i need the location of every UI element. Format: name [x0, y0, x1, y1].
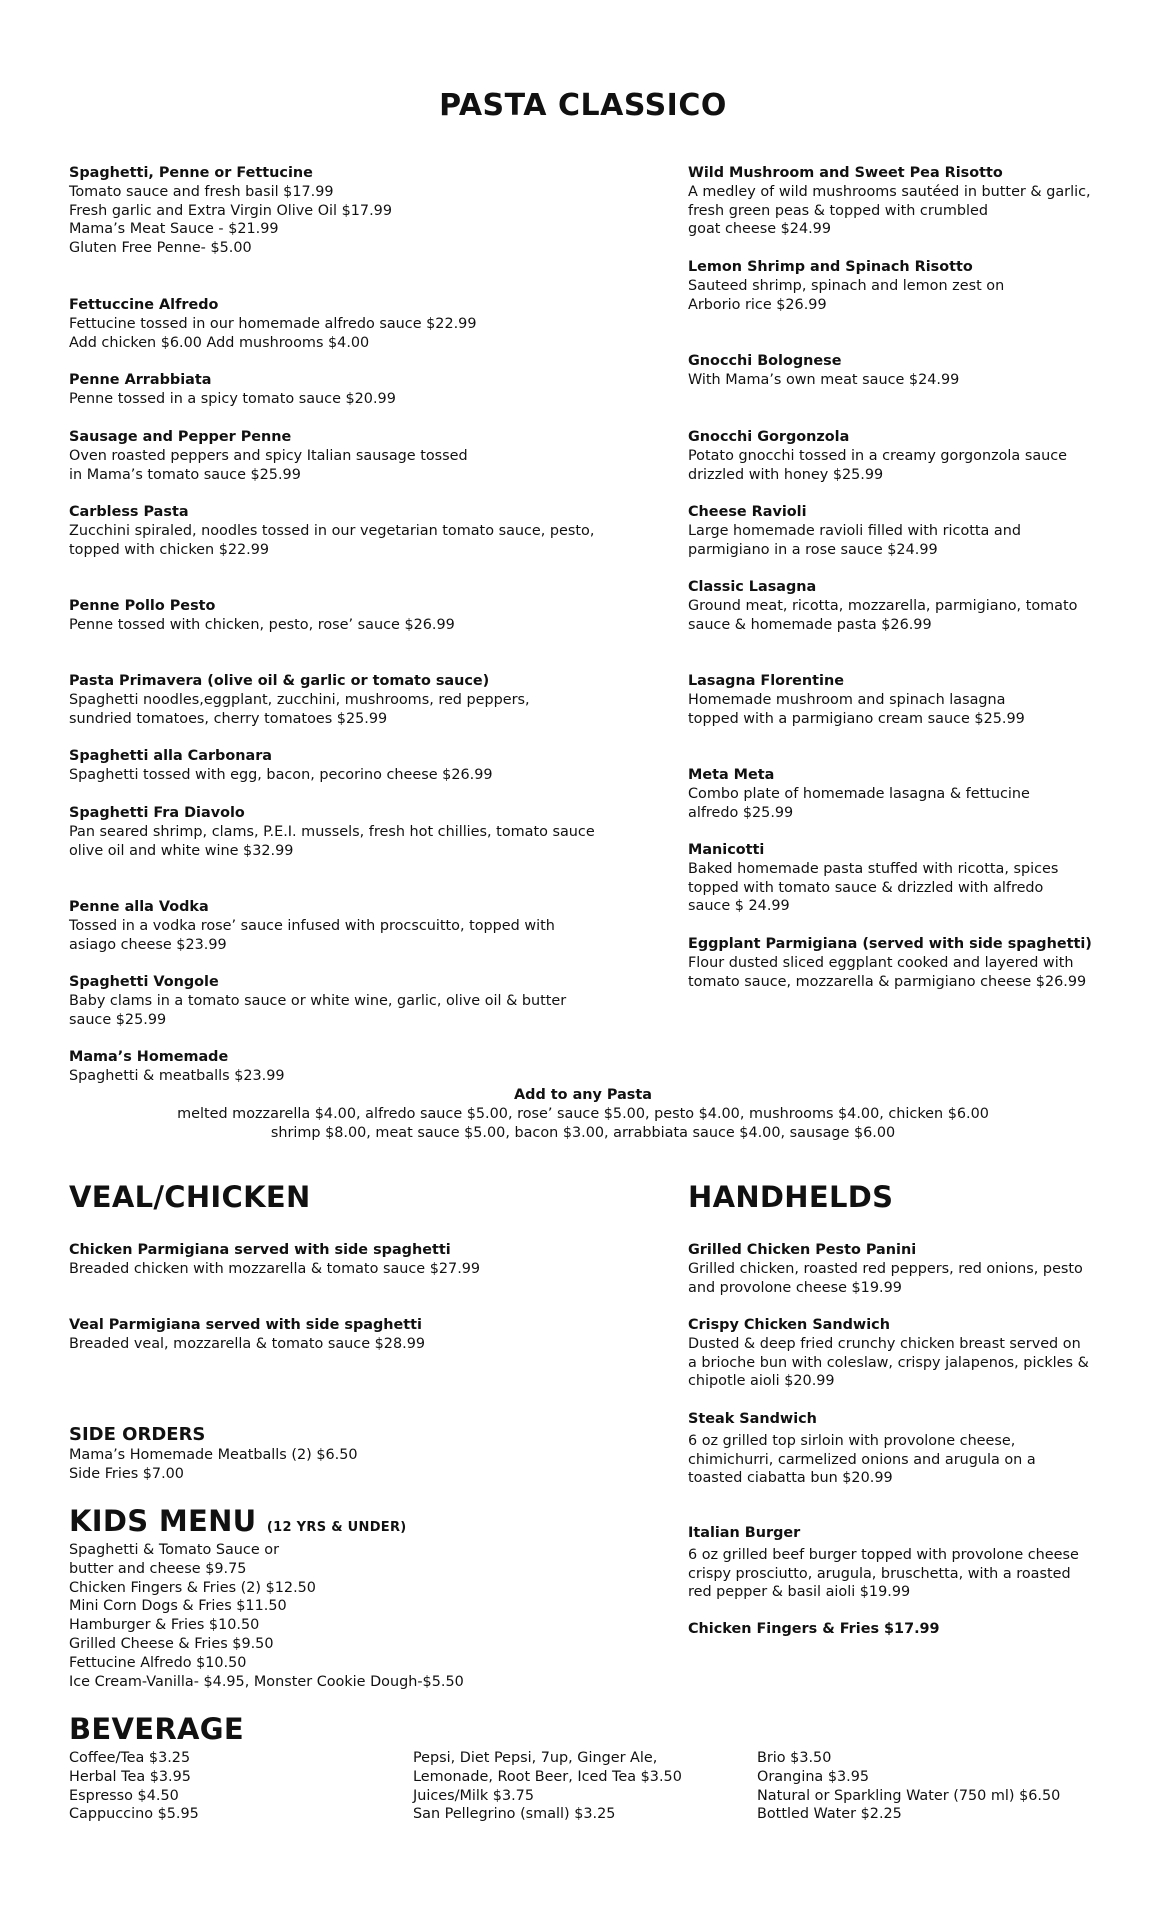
side-orders-heading: SIDE ORDERS [69, 1424, 206, 1445]
beverage-line: Coffee/Tea $3.25 [69, 1750, 191, 1766]
item-name: Mama’s Homemade [69, 1049, 229, 1065]
item-desc: Zucchini spiraled, noodles tossed in our vegetarian tomato sauce, pesto, [69, 522, 595, 539]
veal-chicken-heading: VEAL/CHICKEN [69, 1180, 311, 1214]
item-name: Classic Lasagna [688, 579, 817, 595]
item-desc: Sauteed shrimp, spinach and lemon zest on [688, 277, 1005, 294]
item-name: Wild Mushroom and Sweet Pea Risotto [688, 165, 1003, 181]
beverage-line: Espresso $4.50 [69, 1787, 179, 1804]
menu-item [69, 503, 629, 559]
item-desc: Gluten Free Penne- $5.00 [69, 240, 252, 257]
item-desc: Baked homemade pasta stuffed with ricotta, spices [688, 860, 1059, 877]
item-desc: Pan seared shrimp, clams, P.E.I. mussels, fresh hot chillies, tomato sauce [69, 823, 595, 840]
item-desc: topped with tomato sauce & drizzled with alfredo [688, 879, 1044, 896]
beverage-line: Bottled Water $2.25 [757, 1806, 902, 1823]
item-name: Spaghetti Fra Diavolo [69, 805, 245, 821]
kids-menu-title: KIDS MENU [69, 1504, 257, 1538]
menu-item [69, 1048, 629, 1086]
item-desc: A medley of wild mushrooms sautéed in butter & garlic, [688, 183, 1091, 200]
beverage-line: San Pellegrino (small) $3.25 [413, 1806, 616, 1823]
kids-menu-line: butter and cheese $9.75 [69, 1560, 247, 1577]
side-orders-section [69, 1446, 629, 1484]
menu-item [69, 1316, 629, 1354]
menu-item [688, 578, 1148, 634]
item-desc: Large homemade ravioli filled with ricotta and [688, 522, 1021, 539]
item-desc: Arborio rice $26.99 [688, 296, 827, 313]
add-to-pasta-line: shrimp $8.00, meat sauce $5.00, bacon $3.00, arrabbiata sauce $4.00, sausage $6.00 [270, 1124, 896, 1141]
item-desc: fresh green peas & topped with crumbled [688, 202, 988, 219]
item-desc: Oven roasted peppers and spicy Italian sausage tossed [69, 447, 468, 464]
menu-item [688, 428, 1148, 484]
menu-item [688, 164, 1148, 239]
menu-item [688, 258, 1148, 314]
item-desc: sauce $25.99 [69, 1011, 167, 1028]
beverage-line: Herbal Tea $3.95 [69, 1768, 191, 1785]
kids-menu-section [69, 1541, 629, 1691]
item-name: Spaghetti alla Carbonara [69, 748, 273, 764]
item-name: Chicken Parmigiana served with side spaghetti [69, 1242, 451, 1258]
item-desc: alfredo $25.99 [688, 804, 794, 821]
item-desc: Mama’s Meat Sauce - $21.99 [69, 221, 279, 238]
handhelds-heading: HANDHELDS [688, 1180, 894, 1214]
menu-item [69, 371, 629, 409]
add-to-pasta [0, 1086, 1166, 1142]
menu-item [688, 352, 1148, 390]
item-name: Penne Pollo Pesto [69, 598, 216, 614]
item-desc: Baby clams in a tomato sauce or white wine, garlic, olive oil & butter [69, 992, 567, 1009]
beverage-line: Cappuccino $5.95 [69, 1806, 199, 1823]
item-desc: a brioche bun with coleslaw, crispy jalapenos, pickles & [688, 1354, 1089, 1371]
item-name: Cheese Ravioli [688, 504, 807, 520]
menu-item [688, 1620, 1148, 1639]
item-desc: toasted ciabatta bun $20.99 [688, 1470, 893, 1487]
item-desc: Breaded veal, mozzarella & tomato sauce $28.99 [69, 1335, 425, 1352]
item-desc: Penne tossed with chicken, pesto, rose’ sauce $26.99 [69, 616, 455, 633]
item-desc: Potato gnocchi tossed in a creamy gorgonzola sauce [688, 447, 1068, 464]
item-name: Chicken Fingers & Fries $17.99 [688, 1621, 940, 1637]
kids-menu-line: Hamburger & Fries $10.50 [69, 1617, 260, 1634]
item-desc: Tossed in a vodka rose’ sauce infused with procscuitto, topped with [69, 917, 555, 934]
item-desc: Flour dusted sliced eggplant cooked and layered with [688, 954, 1074, 971]
item-desc: chimichurri, carmelized onions and arugula on a [688, 1451, 1036, 1468]
item-name: Penne Arrabbiata [69, 372, 212, 388]
item-desc: chipotle aioli $20.99 [688, 1373, 835, 1390]
item-name: Crispy Chicken Sandwich [688, 1317, 890, 1333]
item-desc: sauce & homemade pasta $26.99 [688, 616, 932, 633]
item-desc: 6 oz grilled beef burger topped with provolone cheese [688, 1546, 1079, 1563]
item-desc: Fresh garlic and Extra Virgin Olive Oil $17.99 [69, 202, 392, 219]
page-title: PASTA CLASSICO [439, 88, 727, 123]
item-desc: With Mama’s own meat sauce $24.99 [688, 371, 960, 388]
item-desc: asiago cheese $23.99 [69, 936, 227, 953]
item-desc: goat cheese $24.99 [688, 221, 831, 238]
menu-item [69, 164, 629, 258]
item-name: Eggplant Parmigiana (served with side spaghetti) [688, 936, 1092, 952]
menu-item [69, 804, 629, 860]
item-desc: Spaghetti & meatballs $23.99 [69, 1067, 285, 1084]
menu-item [688, 503, 1148, 559]
kids-menu-line: Spaghetti & Tomato Sauce or [69, 1542, 279, 1558]
item-name: Spaghetti, Penne or Fettucine [69, 165, 313, 181]
item-desc: Breaded chicken with mozzarella & tomato sauce $27.99 [69, 1260, 481, 1277]
menu-item [69, 296, 629, 352]
item-name: Spaghetti Vongole [69, 974, 219, 990]
beverage-line: Brio $3.50 [757, 1750, 832, 1766]
item-desc: red pepper & basil aioli $19.99 [688, 1584, 911, 1601]
menu-item [688, 841, 1148, 916]
item-desc: olive oil and white wine $32.99 [69, 842, 294, 859]
side-order-line: Mama’s Homemade Meatballs (2) $6.50 [69, 1447, 358, 1463]
beverage-line: Pepsi, Diet Pepsi, 7up, Ginger Ale, [413, 1750, 658, 1766]
item-desc: topped with a parmigiano cream sauce $25.99 [688, 710, 1025, 727]
beverage-heading: BEVERAGE [69, 1712, 244, 1746]
beverage-col-1 [69, 1749, 199, 1824]
item-desc: Grilled chicken, roasted red peppers, red onions, pesto [688, 1260, 1083, 1277]
menu-item [69, 973, 629, 1029]
item-name: Lasagna Florentine [688, 673, 844, 689]
menu-item [688, 672, 1148, 728]
menu-item [688, 1410, 1148, 1488]
kids-menu-line: Mini Corn Dogs & Fries $11.50 [69, 1598, 287, 1615]
side-order-line: Side Fries $7.00 [69, 1465, 184, 1482]
menu-item [69, 428, 629, 484]
item-name: Lemon Shrimp and Spinach Risotto [688, 259, 973, 275]
beverage-line: Juices/Milk $3.75 [413, 1787, 534, 1804]
beverage-line: Orangina $3.95 [757, 1768, 870, 1785]
item-desc: Tomato sauce and fresh basil $17.99 [69, 183, 334, 200]
item-name: Pasta Primavera (olive oil & garlic or tomato sauce) [69, 673, 490, 689]
item-desc: Penne tossed in a spicy tomato sauce $20.99 [69, 390, 396, 407]
item-desc: crispy prosciutto, arugula, bruschetta, with a roasted [688, 1565, 1071, 1582]
menu-item [688, 935, 1148, 991]
add-to-pasta-heading: Add to any Pasta [514, 1087, 652, 1103]
item-desc: 6 oz grilled top sirloin with provolone cheese, [688, 1432, 1016, 1449]
beverage-line: Natural or Sparkling Water (750 ml) $6.50 [757, 1787, 1061, 1804]
item-desc: parmigiano in a rose sauce $24.99 [688, 541, 938, 558]
item-name: Carbless Pasta [69, 504, 189, 520]
menu-item [688, 1316, 1148, 1391]
item-desc: drizzled with honey $25.99 [688, 466, 884, 483]
item-desc: sundried tomatoes, cherry tomatoes $25.99 [69, 710, 388, 727]
menu-item [69, 747, 629, 785]
menu-item [688, 766, 1148, 822]
item-name: Steak Sandwich [688, 1411, 817, 1427]
item-name: Manicotti [688, 842, 765, 858]
kids-menu-line: Ice Cream-Vanilla- $4.95, Monster Cookie Dough-$5.50 [69, 1673, 464, 1690]
item-name: Fettuccine Alfredo [69, 297, 219, 313]
kids-menu-subtitle: (12 YRS & UNDER) [266, 1520, 407, 1535]
add-to-pasta-line: melted mozzarella $4.00, alfredo sauce $5.00, rose’ sauce $5.00, pesto $4.00, mushrooms $4.00, chicken $6.00 [177, 1105, 989, 1122]
item-desc: tomato sauce, mozzarella & parmigiano cheese $26.99 [688, 973, 1087, 990]
menu-item [69, 898, 629, 954]
item-name: Gnocchi Gorgonzola [688, 429, 850, 445]
item-name: Italian Burger [688, 1525, 801, 1541]
item-desc: and provolone cheese $19.99 [688, 1279, 902, 1296]
item-desc: Ground meat, ricotta, mozzarella, parmigiano, tomato [688, 597, 1078, 614]
menu-item [688, 1241, 1148, 1297]
kids-menu-line: Chicken Fingers & Fries (2) $12.50 [69, 1579, 316, 1596]
item-desc: in Mama’s tomato sauce $25.99 [69, 466, 301, 483]
item-name: Meta Meta [688, 767, 775, 783]
item-desc: Fettucine tossed in our homemade alfredo sauce $22.99 [69, 315, 477, 332]
item-desc: Combo plate of homemade lasagna & fettucine [688, 785, 1030, 802]
menu-item [688, 1524, 1148, 1602]
kids-menu-line: Grilled Cheese & Fries $9.50 [69, 1635, 274, 1652]
beverage-col-3 [757, 1749, 1060, 1824]
item-name: Grilled Chicken Pesto Panini [688, 1242, 917, 1258]
item-desc: Spaghetti tossed with egg, bacon, pecorino cheese $26.99 [69, 766, 493, 783]
item-name: Penne alla Vodka [69, 899, 209, 915]
menu-item [69, 597, 629, 635]
item-desc: sauce $ 24.99 [688, 898, 790, 915]
item-desc: Add chicken $6.00 Add mushrooms $4.00 [69, 334, 370, 351]
item-desc: topped with chicken $22.99 [69, 541, 270, 558]
kids-menu-heading [69, 1504, 407, 1538]
beverage-col-2 [413, 1749, 682, 1824]
item-desc: Spaghetti noodles,eggplant, zucchini, mushrooms, red peppers, [69, 691, 530, 708]
kids-menu-line: Fettucine Alfredo $10.50 [69, 1654, 247, 1671]
item-name: Gnocchi Bolognese [688, 353, 842, 369]
menu-item [69, 1241, 629, 1279]
beverage-line: Lemonade, Root Beer, Iced Tea $3.50 [413, 1768, 682, 1785]
item-desc: Homemade mushroom and spinach lasagna [688, 691, 1006, 708]
item-desc: Dusted & deep fried crunchy chicken breast served on [688, 1335, 1081, 1352]
menu-item [69, 672, 629, 728]
item-name: Sausage and Pepper Penne [69, 429, 292, 445]
item-name: Veal Parmigiana served with side spaghetti [69, 1317, 422, 1333]
